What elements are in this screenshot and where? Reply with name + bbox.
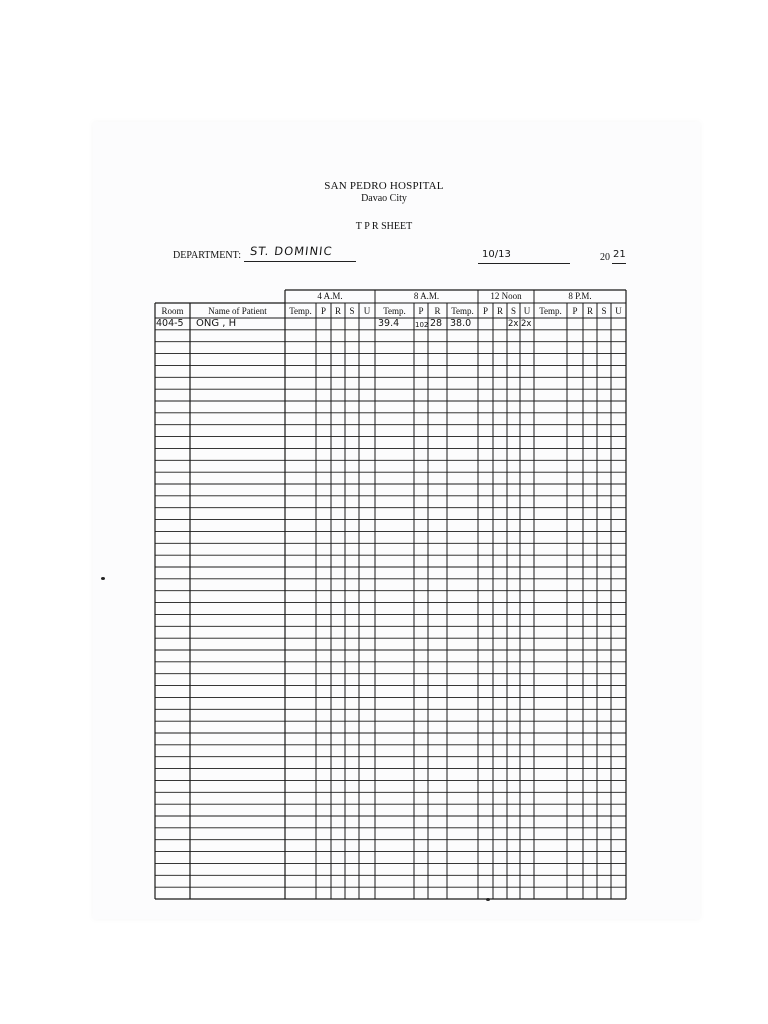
col-header-temp-8pm: Temp. [539,306,562,316]
entry-u-12noon[interactable]: 2x [521,319,532,329]
paper-speck [486,898,490,901]
group-header-8am: 8 A.M. [413,291,440,301]
col-header-r-8am: R [434,306,441,316]
year-underline [612,263,626,264]
entry-patient-name[interactable]: ONG , H [196,318,237,329]
entry-temp-8am[interactable]: 39.4 [378,318,400,329]
entry-p-8am[interactable]: 102 [415,321,429,329]
col-header-r-12noon: R [496,306,503,316]
col-header-r-4am: R [334,306,341,316]
col-header-p-12noon: P [482,306,488,316]
col-header-temp-4am: Temp. [289,306,312,316]
col-header-u-12noon: U [523,306,531,316]
date-underline [478,263,570,264]
entry-room[interactable]: 404-5 [156,318,184,329]
col-header-s-8pm: S [601,306,607,316]
group-header-4am: 4 A.M. [317,291,343,301]
col-header-u-4am: U [363,306,371,316]
year-suffix[interactable]: 21 [613,249,626,260]
col-header-p-4am: P [320,306,326,316]
col-header-r-8pm: R [586,306,593,316]
col-header-temp-8am: Temp. [383,306,406,316]
hospital-city: Davao City [361,193,407,204]
sheet-title: T P R SHEET [355,221,413,232]
group-header-8pm: 8 P.M. [568,291,592,301]
department-underline [244,261,356,262]
col-header-p-8am: P [418,306,424,316]
date-value[interactable]: 10/13 [482,249,511,260]
tpr-sheet-paper [93,122,700,919]
col-header-s-4am: S [349,306,355,316]
year-prefix: 20 [600,252,610,263]
group-header-12noon: 12 Noon [490,291,522,301]
department-label: DEPARTMENT: [173,250,241,261]
entry-r-8am[interactable]: 28 [430,318,443,329]
entry-s-12noon[interactable]: 2x [508,319,519,329]
col-header-name: Name of Patient [208,306,267,316]
col-header-p-8pm: P [572,306,578,316]
department-value[interactable]: ST. DOMINIC [249,244,334,258]
paper-speck [101,577,105,580]
hospital-name: SAN PEDRO HOSPITAL [324,180,444,192]
col-header-room: Room [161,306,184,316]
col-header-s-12noon: S [510,306,516,316]
col-header-u-8pm: U [615,306,622,316]
col-header-temp-12noon: Temp. [451,306,474,316]
entry-temp-12noon[interactable]: 38.0 [450,318,472,329]
